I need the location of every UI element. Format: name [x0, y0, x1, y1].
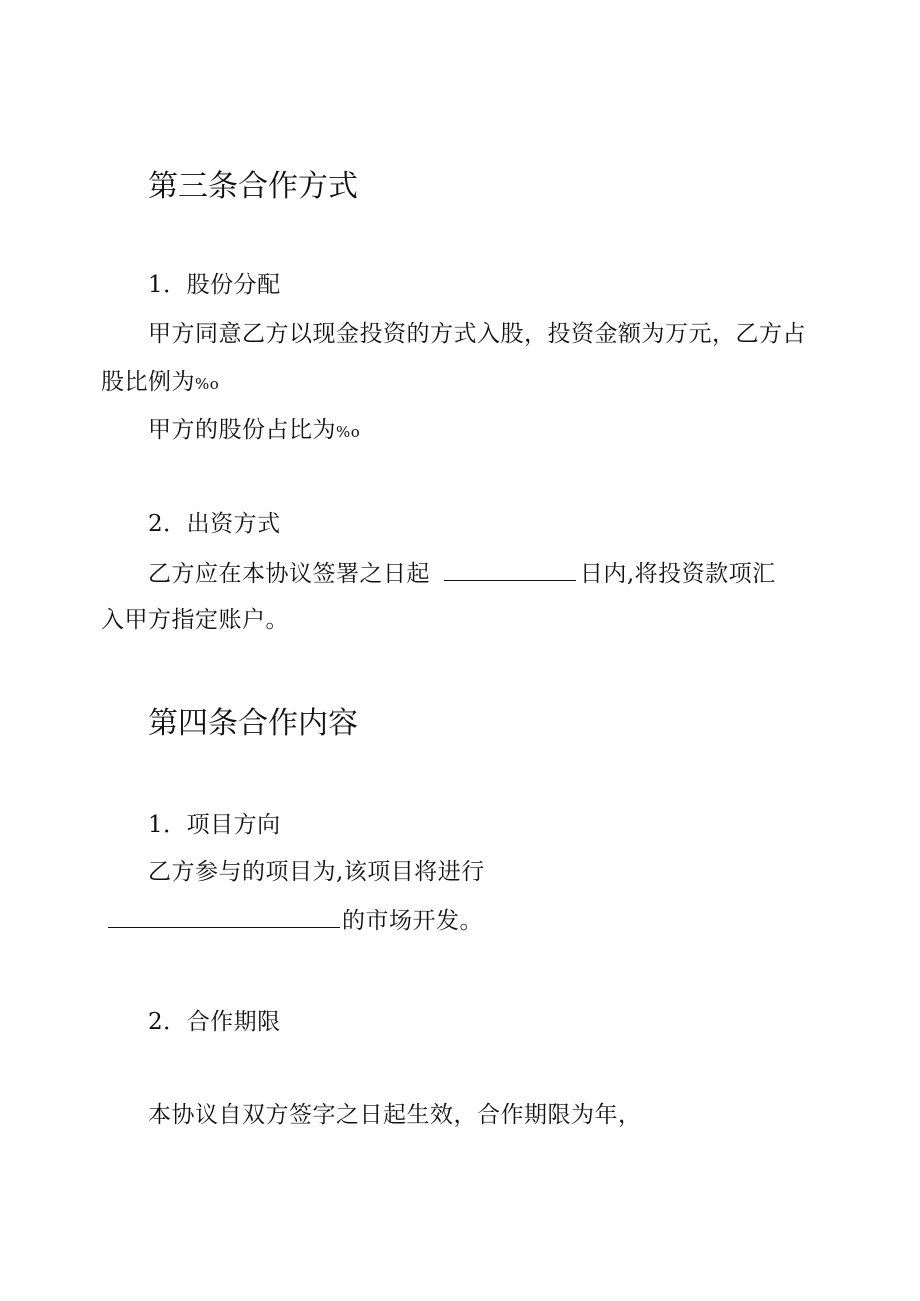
article-3-item-1-paragraph-line-1: 甲方同意乙方以现金投资的方式入股，投资金额为万元，乙方占: [148, 321, 806, 347]
market-development-text: 的市场开发。: [342, 908, 483, 934]
share-ratio-text: 股比例为: [101, 369, 195, 395]
article-3-item-2-paragraph-line-2: 入甲方指定账户。: [101, 607, 289, 633]
article-4-item-2-paragraph: 本协议自双方签字之日起生效，合作期限为年，: [148, 1102, 642, 1128]
share-ratio-unit: %o: [195, 375, 220, 393]
article-3-heading: 第三条合作方式: [148, 169, 358, 204]
article-3-item-1-title: 1．股份分配: [148, 272, 281, 298]
market-blank-field: [108, 905, 340, 928]
days-blank-field: [444, 558, 576, 581]
article-4-item-2-title: 2．合作期限: [148, 1009, 281, 1035]
article-4-item-1-title: 1．项目方向: [148, 812, 281, 838]
deadline-text-before: 乙方应在本协议签署之日起: [148, 561, 430, 587]
party-a-share-unit: %o: [336, 423, 361, 441]
article-4-item-1-paragraph-line-1: 乙方参与的项目为,该项目将进行: [148, 859, 485, 885]
article-4-heading: 第四条合作内容: [148, 706, 358, 741]
article-3-item-2-title: 2．出资方式: [148, 511, 281, 537]
article-3-item-1-paragraph-2: [148, 415, 360, 447]
article-3-item-1-paragraph-line-2: [101, 367, 219, 399]
article-4-item-1-paragraph-line-2: [108, 905, 483, 936]
deadline-text-after: 日内,将投资款项汇: [579, 561, 776, 587]
article-3-item-2-paragraph-line-1: [148, 558, 776, 589]
party-a-share-text: 甲方的股份占比为: [148, 417, 336, 443]
